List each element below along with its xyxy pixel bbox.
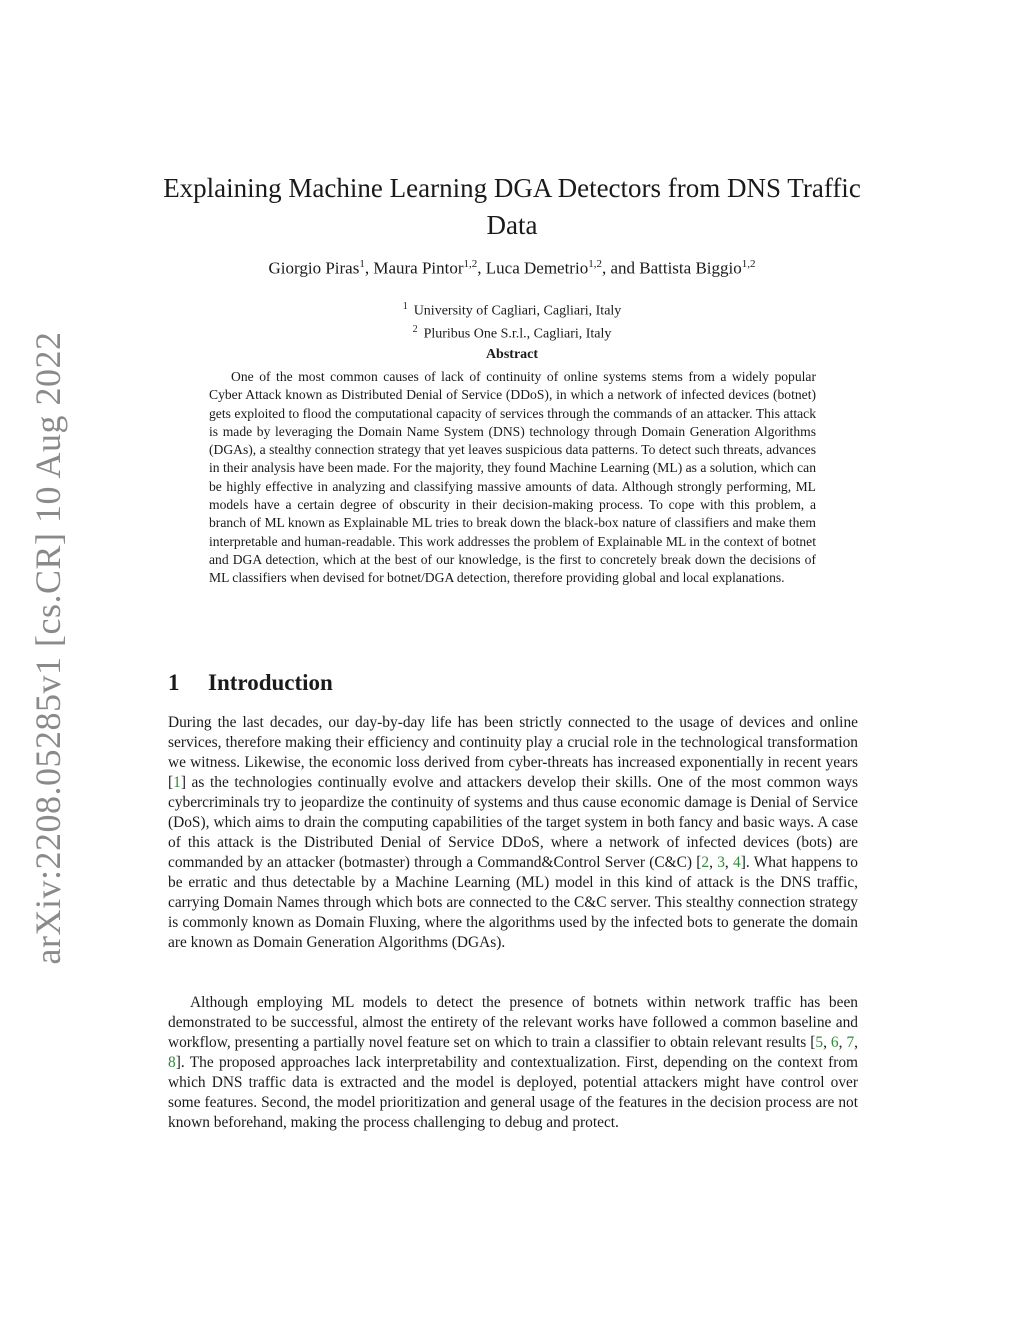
citation-link[interactable]: 3 — [717, 854, 725, 871]
paragraph-text: , — [854, 1034, 858, 1051]
author-affiliation-marker: 1,2 — [463, 258, 478, 270]
section-number: 1 — [168, 670, 180, 695]
introduction-paragraph-2 — [168, 993, 858, 1133]
section-heading-introduction — [168, 670, 333, 696]
paper-title: Explaining Machine Learning DGA Detectors from DNS Traffic Data — [163, 173, 861, 240]
author-name: Maura Pintor — [373, 258, 464, 278]
affiliation-number: 1 — [402, 301, 408, 312]
citation-link[interactable]: 7 — [846, 1034, 855, 1051]
author-name: Giorgio Piras — [268, 258, 360, 278]
abstract-heading: Abstract — [485, 347, 539, 362]
paragraph-text: Although employing ML models to detect the presence of botnets within network traffic has been demonstrated to be successful, almost the entirety of the relevant works have followed a common baseline and workflow, presenting a partially novel feature set on which to train a classifier to obtain relevant results [ — [168, 994, 858, 1051]
paragraph-text: , — [709, 854, 718, 871]
paragraph-text: , — [724, 854, 734, 871]
citation-link[interactable]: 8 — [168, 1054, 176, 1071]
arxiv-identifier-stamp — [28, 331, 68, 965]
affiliation-line — [150, 298, 874, 321]
paragraph-text: ] as the technologies continually evolve and attackers develop their skills. One of the most common ways cybercriminals try to jeopardize the continuity of systems and thus cause economic damage is Denial of Service (DoS), which aims to drain the computing capabilities of the target system in both fancy and basic ways. A case of this attack is the Distributed Denial of Service DDoS, where a network of infected devices (bots) are commanded by an attacker (botmaster) through a Command&Control Server (C&C) [ — [168, 774, 858, 871]
arxiv-stamp-text: arXiv:2208.05285v1 [cs.CR] 10 Aug 2022 — [28, 331, 68, 965]
author-affiliation-marker: 1,2 — [741, 258, 756, 270]
author-name: Luca Demetrio — [485, 258, 589, 278]
introduction-paragraph-1 — [168, 713, 858, 953]
abstract-text: One of the most common causes of lack of continuity of online systems stems from a widely popular Cyber Attack known as Distributed Denial of Service (DDoS), in which a network of infected devices (botnet) gets exploited to flood the computational capacity of services through the commands of an attacker. This attack is made by leveraging the Domain Name System (DNS) technology through Domain Generation Algorithms (DGAs), a stealthy connection strategy that yet leaves suspicious data patterns. To detect such threats, advances in their analysis have been made. For the majority, they found Machine Learning (ML) as a solution, which can be highly effective in analyzing and classifying massive amounts of data. Although strongly performing, ML models have a certain degree of obscurity in their decision-making process. To cope with this problem, a branch of ML known as Explainable ML tries to break down the black-box nature of classifiers and make them interpretable and human-readable. This work addresses the problem of Explainable ML in the context of botnet and DGA detection, which at the best of our knowledge, is the first to concretely break down the decisions of ML classifiers when devised for botnet/DGA detection, therefore providing global and local explanations. — [209, 369, 816, 586]
citation-link[interactable]: 5 — [815, 1034, 824, 1051]
section-title: Introduction — [208, 670, 333, 695]
author-separator: , — [477, 258, 486, 278]
affiliation-number: 2 — [412, 323, 418, 335]
paragraph-text: ]. What happens to be erratic and thus detectable by a Machine Learning (ML) model in this kind of attack is the DNS traffic, carrying Domain Names through which bots are connected to the C&C server. This stealthy connection strategy is commonly known as Domain Fluxing, where the algorithms used by the infected bots to generate the domain are known as Domain Generation Algorithms (DGAs). — [168, 854, 858, 951]
paragraph-text: During the last decades, our day-by-day life has been strictly connected to the usage of devices and online services, therefore making their efficiency and continuity play a crucial role in the technological transformation we witness. Likewise, the economic loss derived from cyber-threats has increased exponentially in recent years [ — [168, 714, 858, 791]
citation-link[interactable]: 6 — [830, 1034, 839, 1051]
author-affiliation-marker: 1 — [359, 258, 365, 270]
author-list — [150, 258, 874, 279]
paragraph-text: , — [838, 1034, 847, 1051]
author-name: Battista Biggio — [639, 258, 742, 278]
author-separator: , — [364, 258, 374, 278]
affiliation-line — [150, 321, 874, 344]
affiliation-text: University of Cagliari, Cagliari, Italy — [413, 303, 622, 319]
paragraph-text: , — [823, 1034, 831, 1051]
affiliation-text: Pluribus One S.r.l., Cagliari, Italy — [423, 326, 612, 342]
citation-link[interactable]: 1 — [173, 774, 181, 791]
paragraph-text: ]. The proposed approaches lack interpretability and contextualization. First, depending on the context from which DNS traffic data is extracted and the model is deployed, potential attackers might have control over some features. Second, the model prioritization and general usage of the features in the decision process are not known beforehand, making the process challenging to debug and protect. — [168, 1054, 858, 1131]
citation-link[interactable]: 4 — [733, 854, 741, 871]
affiliation-list — [150, 298, 874, 343]
citation-link[interactable]: 2 — [701, 854, 710, 871]
author-affiliation-marker: 1,2 — [588, 258, 602, 270]
author-separator: , and — [601, 258, 640, 278]
